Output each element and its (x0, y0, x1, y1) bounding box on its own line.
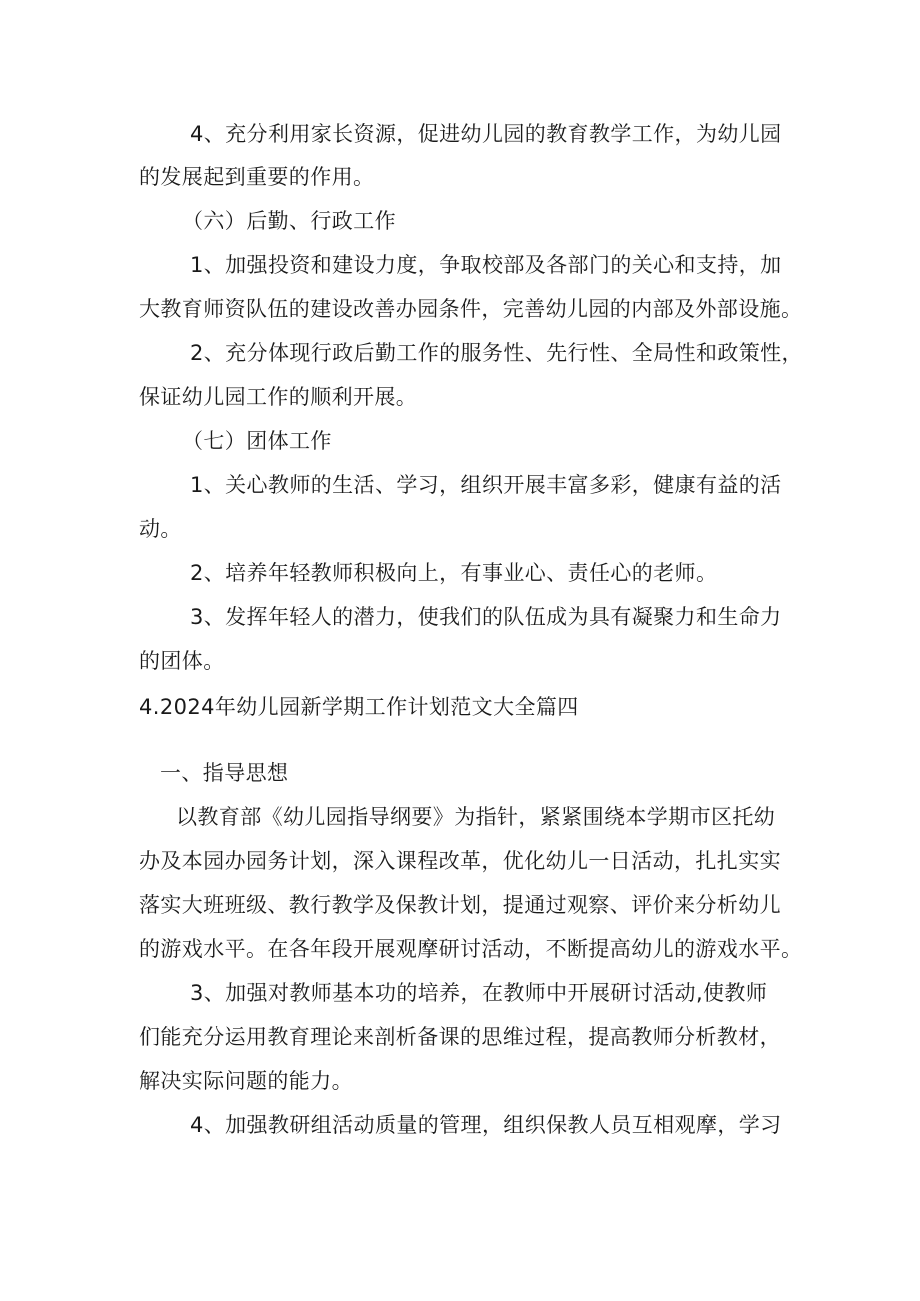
text-line: 的团体。 (139, 649, 225, 673)
section-heading: （六）后勤、行政工作 (182, 209, 396, 233)
text-line: 4、充分利用家长资源，促进幼儿园的教育教学工作，为幼儿园 (190, 122, 782, 146)
text-line: 3、加强对教师基本功的培养，在教师中开展研讨活动,使教师 (190, 981, 768, 1005)
text-line: 2、充分体现行政后勤工作的服务性、先行性、全局性和政策性， (190, 341, 803, 365)
text-line: 保证幼儿园工作的顺利开展。 (139, 385, 418, 409)
article-title: 4.2024年幼儿园新学期工作计划范文大全篇四 (139, 695, 579, 719)
text-line: 的游戏水平。在各年段开展观摩研讨活动，不断提高幼儿的游戏水平。 (139, 937, 803, 961)
text-line: 以教育部《幼儿园指导纲要》为指针，紧紧围绕本学期市区托幼 (176, 805, 776, 829)
text-line: 动。 (139, 517, 182, 541)
text-line: 3、发挥年轻人的潜力，使我们的队伍成为具有凝聚力和生命力 (190, 605, 782, 629)
text-line: 2、培养年轻教师积极向上，有事业心、责任心的老师。 (190, 561, 718, 585)
text-line: 办及本园办园务计划，深入课程改革，优化幼儿一日活动，扎扎实实 (139, 849, 781, 873)
section-heading: 一、指导思想 (160, 761, 289, 785)
text-line: 落实大班班级、教行教学及保教计划，提通过观察、评价来分析幼儿 (139, 893, 781, 917)
text-line: 4、加强教研组活动质量的管理，组织保教人员互相观摩，学习 (190, 1113, 782, 1137)
text-line: 1、加强投资和建设力度，争取校部及各部门的关心和支持，加 (190, 253, 782, 277)
text-line: 大教育师资队伍的建设改善办园条件，完善幼儿园的内部及外部设施。 (139, 297, 803, 321)
text-line: 的发展起到重要的作用。 (139, 165, 375, 189)
text-line: 们能充分运用教育理论来剖析备课的思维过程，提高教师分析教材， (139, 1025, 781, 1049)
text-line: 1、关心教师的生活、学习，组织开展丰富多彩，健康有益的活 (190, 473, 782, 497)
text-line: 解决实际问题的能力。 (139, 1069, 353, 1093)
section-heading: （七）团体工作 (182, 429, 332, 453)
